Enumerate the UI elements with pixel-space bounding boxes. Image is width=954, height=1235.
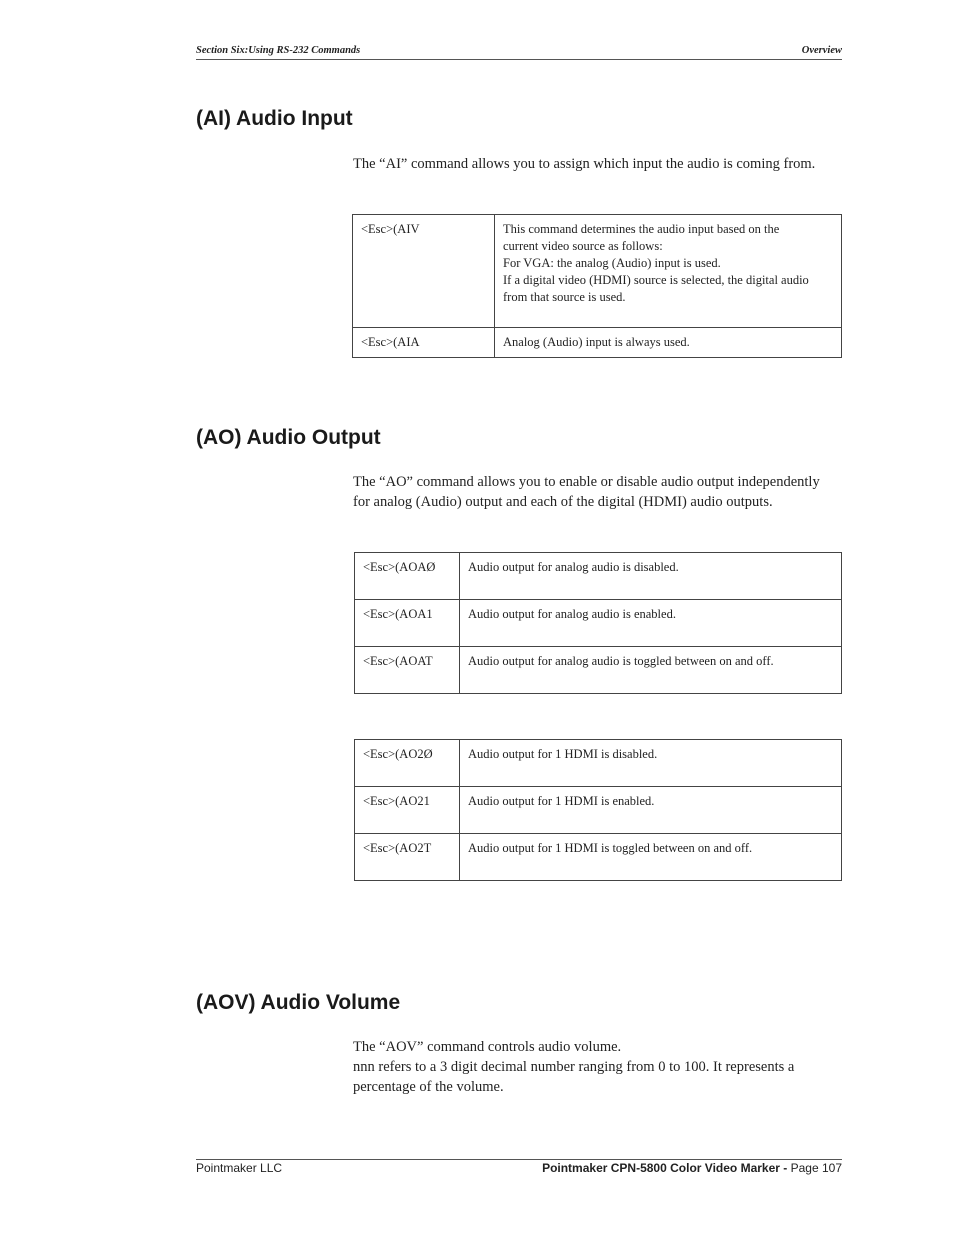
audio-input-command-table — [352, 214, 842, 358]
description-line: This command determines the audio input based on the — [503, 222, 780, 236]
section-heading-audio-input: (AI) Audio Input — [196, 107, 353, 130]
description-cell: Audio output for 1 HDMI is disabled. — [460, 740, 842, 787]
description-line: from that source is used. — [503, 290, 626, 304]
table-row — [355, 600, 842, 647]
description-cell — [495, 215, 842, 328]
description-cell: Audio output for analog audio is enabled. — [460, 600, 842, 647]
footer-company: Pointmaker LLC — [196, 1161, 283, 1175]
table-row — [353, 328, 842, 358]
header-section-title: Section Six:Using RS-232 Commands — [196, 45, 361, 56]
hdmi-audio-output-table — [354, 739, 842, 881]
description-cell: Audio output for 1 HDMI is toggled between on and off. — [460, 834, 842, 881]
command-cell: <Esc>(AO2T — [355, 834, 460, 881]
command-cell: <Esc>(AOAT — [355, 647, 460, 694]
analog-audio-output-table — [354, 552, 842, 694]
command-cell: <Esc>(AOA1 — [355, 600, 460, 647]
table-row — [355, 834, 842, 881]
section-heading-audio-output: (AO) Audio Output — [196, 426, 381, 449]
command-cell: <Esc>(AIA — [353, 328, 495, 358]
command-cell: <Esc>(AOAØ — [355, 553, 460, 600]
audio-volume-description — [353, 1037, 843, 1097]
header-topic: Overview — [801, 45, 842, 56]
volume-line: The “AOV” command controls audio volume. — [353, 1039, 622, 1055]
command-cell: <Esc>(AO2Ø — [355, 740, 460, 787]
section-heading-audio-volume: (AOV) Audio Volume — [196, 991, 401, 1014]
command-cell: <Esc>(AIV — [353, 215, 495, 328]
footer-product: Pointmaker CPN-5800 Color Video Marker - — [542, 1161, 788, 1175]
audio-output-intro — [353, 472, 843, 512]
description-cell: Audio output for 1 HDMI is enabled. — [460, 787, 842, 834]
table-row — [355, 740, 842, 787]
table-row — [355, 787, 842, 834]
audio-input-intro: The “AI” command allows you to assign which input the audio is coming from. — [353, 156, 816, 172]
description-cell: Audio output for analog audio is toggled between on and off. — [460, 647, 842, 694]
running-footer — [196, 1159, 842, 1175]
description-line: For VGA: the analog (Audio) input is used. — [503, 256, 721, 270]
table-row — [355, 647, 842, 694]
table-row — [353, 215, 842, 328]
footer-page-info — [542, 1161, 842, 1175]
footer-page-number: Page 107 — [790, 1161, 842, 1175]
description-cell: Analog (Audio) input is always used. — [495, 328, 842, 358]
description-line: current video source as follows: — [503, 239, 663, 253]
command-cell: <Esc>(AO21 — [355, 787, 460, 834]
description-line: If a digital video (HDMI) source is selected, the digital audio — [503, 273, 809, 287]
description-cell: Audio output for analog audio is disabled. — [460, 553, 842, 600]
table-row — [355, 553, 842, 600]
intro-line: for analog (Audio) output and each of the digital (HDMI) audio outputs. — [353, 494, 773, 510]
running-header — [196, 45, 842, 60]
intro-line: The “AO” command allows you to enable or disable audio output independently — [353, 474, 820, 490]
volume-line: percentage of the volume. — [353, 1079, 504, 1095]
volume-line: nnn refers to a 3 digit decimal number ranging from 0 to 100. It represents a — [353, 1059, 795, 1075]
